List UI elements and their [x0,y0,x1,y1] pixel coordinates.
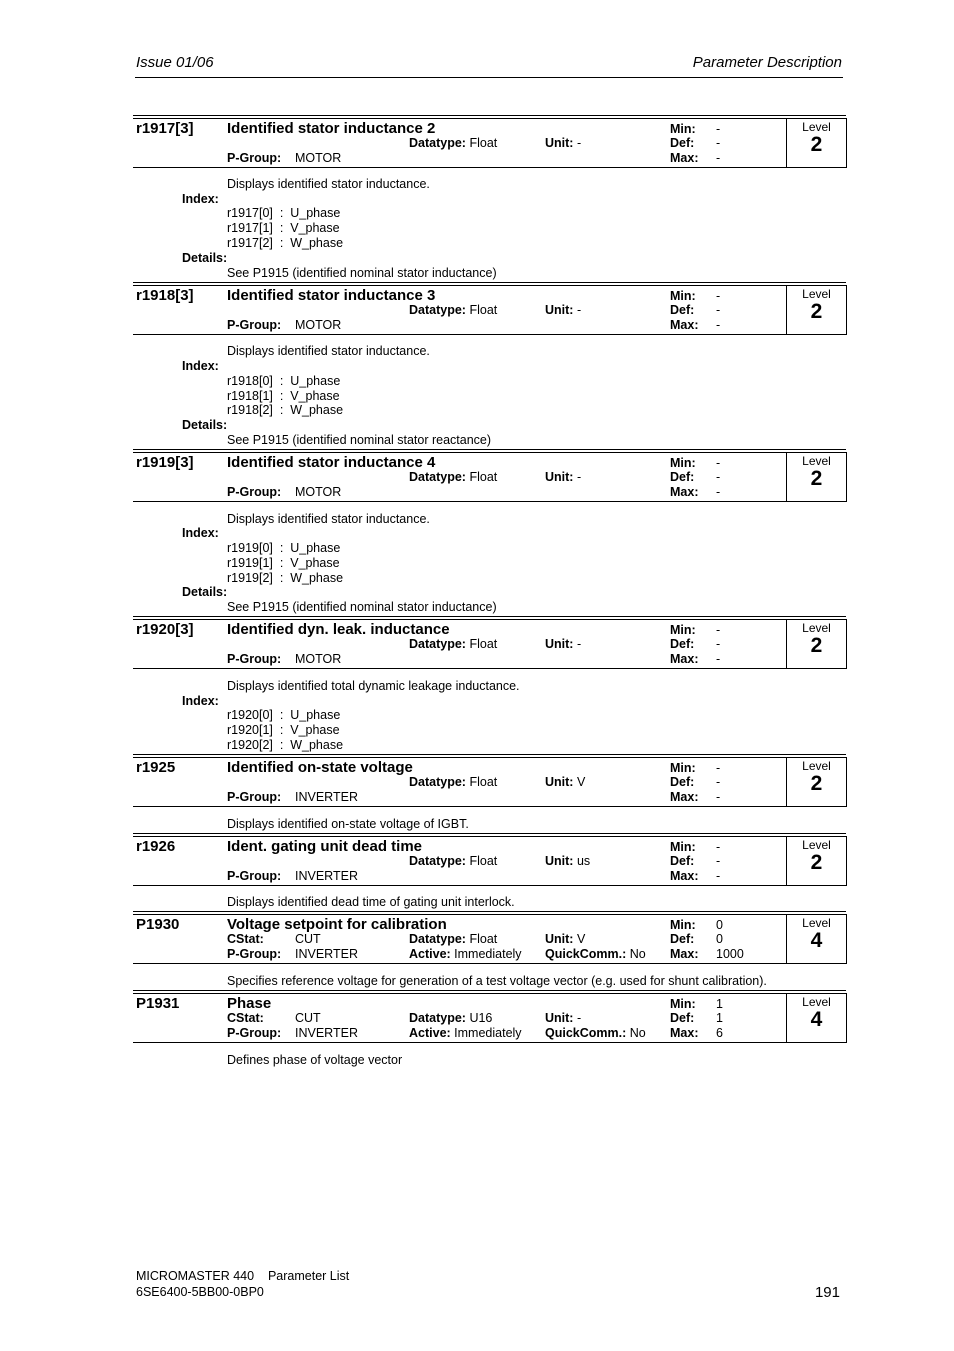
block-rule [133,914,846,915]
quickcomm-label: QuickComm.: [545,947,627,961]
page-number: 191 [814,1284,840,1301]
min-value: - [716,840,721,854]
pgroup-value: INVERTER [295,790,358,804]
unit-label: Unit: [545,470,574,484]
block-rule [133,754,846,755]
level-box [786,285,847,335]
pgroup-value: MOTOR [295,151,342,165]
pgroup-label: P-Group: [227,485,282,499]
details-text: See P1915 (identified nominal stator inductance) [227,600,497,614]
def-value: 0 [716,932,723,946]
max-label: Max: [670,790,699,804]
block-rule [133,806,786,807]
index-entry: r1919[2] : W_phase [227,571,344,585]
level-label: Level [802,759,831,773]
max-label: Max: [670,652,699,666]
block-rule [133,282,846,283]
pgroup-label: P-Group: [227,790,282,804]
level-value: 2 [810,634,823,657]
param-description: Specifies reference voltage for generation of a test voltage vector (e.g. used for shunt calibration). [227,974,767,988]
param-number: r1918[3] [136,287,194,304]
level-box [786,619,847,669]
block-rule [133,833,846,834]
index-entry: r1919[0] : U_phase [227,541,341,555]
level-value: 2 [810,772,823,795]
level-value: 2 [810,851,823,874]
pgroup-value: INVERTER [295,1026,358,1040]
datatype-value: Float [469,303,498,317]
unit-value: V [576,932,586,946]
def-value: - [716,854,721,868]
index-entry: r1920[2] : W_phase [227,738,344,752]
datatype-label: Datatype: [409,303,466,317]
cstat-value: CUT [295,932,321,946]
block-rule [133,115,846,116]
def-label: Def: [670,854,695,868]
datatype-label: Datatype: [409,1011,466,1025]
unit-label: Unit: [545,1011,574,1025]
pgroup-label: P-Group: [227,1026,282,1040]
quickcomm-label: QuickComm.: [545,1026,627,1040]
block-rule [133,885,786,886]
def-value: - [716,775,721,789]
max-value: - [716,485,721,499]
def-value: - [716,637,721,651]
def-label: Def: [670,470,695,484]
footer-product: MICROMASTER 440 Parameter List [136,1269,350,1283]
param-description: Displays identified on-state voltage of IGBT. [227,817,469,831]
param-title: Identified on-state voltage [227,759,413,776]
max-label: Max: [670,1026,699,1040]
min-value: 0 [716,918,723,932]
footer-order-number: 6SE6400-5BB00-0BP0 [136,1285,264,1299]
def-label: Def: [670,136,695,150]
param-title: Identified stator inductance 4 [227,454,436,471]
param-description: Displays identified dead time of gating unit interlock. [227,895,515,909]
block-rule [133,501,786,502]
min-value: - [716,289,721,303]
param-title: Identified stator inductance 2 [227,120,436,137]
level-label: Level [802,120,831,134]
level-value: 4 [810,1008,823,1031]
pgroup-label: P-Group: [227,318,282,332]
min-label: Min: [670,840,696,854]
datatype-value: Float [469,136,498,150]
datatype-value: Float [469,637,498,651]
level-value: 2 [810,467,823,490]
header-section-title: Parameter Description [692,54,842,71]
index-entry: r1917[2] : W_phase [227,236,344,250]
min-value: - [716,761,721,775]
def-label: Def: [670,932,695,946]
index-label: Index: [182,359,219,373]
param-description: Displays identified stator inductance. [227,512,430,526]
level-label: Level [802,287,831,301]
def-label: Def: [670,775,695,789]
unit-value: V [576,775,586,789]
cstat-label: CStat: [227,1011,264,1025]
level-value: 2 [810,300,823,323]
unit-label: Unit: [545,303,574,317]
block-rule [133,449,846,450]
block-rule [133,118,846,119]
max-value: - [716,790,721,804]
level-value: 2 [810,133,823,156]
level-box [786,452,847,502]
max-value: - [716,318,721,332]
def-label: Def: [670,1011,695,1025]
param-description: Defines phase of voltage vector [227,1053,403,1067]
level-box [786,118,847,168]
block-rule [133,993,846,994]
param-title: Phase [227,995,272,1012]
index-label: Index: [182,694,219,708]
min-label: Min: [670,623,696,637]
min-label: Min: [670,918,696,932]
min-label: Min: [670,289,696,303]
index-entry: r1917[0] : U_phase [227,206,341,220]
param-title: Identified stator inductance 3 [227,287,436,304]
datatype-label: Datatype: [409,470,466,484]
param-number: r1919[3] [136,454,194,471]
level-value: 4 [810,929,823,952]
block-rule [133,616,846,617]
block-rule [133,911,846,912]
datatype-value: Float [469,775,498,789]
pgroup-value: MOTOR [295,652,342,666]
pgroup-label: P-Group: [227,947,282,961]
block-rule [133,1042,786,1043]
datatype-value: U16 [469,1011,493,1025]
datatype-value: Float [469,932,498,946]
active-value: Immediately [454,947,522,961]
def-label: Def: [670,303,695,317]
pgroup-label: P-Group: [227,869,282,883]
min-value: 1 [716,997,723,1011]
level-label: Level [802,621,831,635]
index-entry: r1918[0] : U_phase [227,374,341,388]
unit-label: Unit: [545,136,574,150]
param-number: P1931 [136,995,180,1012]
datatype-label: Datatype: [409,637,466,651]
level-label: Level [802,995,831,1009]
block-rule [133,757,846,758]
max-label: Max: [670,947,699,961]
def-value: - [716,470,721,484]
param-number: r1920[3] [136,621,194,638]
level-box [786,757,847,807]
pgroup-label: P-Group: [227,652,282,666]
index-entry: r1917[1] : V_phase [227,221,340,235]
max-value: 1000 [716,947,744,961]
block-rule [133,167,786,168]
block-rule [133,619,846,620]
datatype-label: Datatype: [409,136,466,150]
param-number: P1930 [136,916,180,933]
def-value: - [716,303,721,317]
details-text: See P1915 (identified nominal stator reactance) [227,433,492,447]
max-value: 6 [716,1026,723,1040]
unit-label: Unit: [545,932,574,946]
block-rule [133,285,846,286]
level-box [786,836,847,886]
param-number: r1925 [136,759,176,776]
datatype-label: Datatype: [409,775,466,789]
min-label: Min: [670,456,696,470]
def-value: 1 [716,1011,723,1025]
param-description: Displays identified total dynamic leakage inductance. [227,679,520,693]
max-label: Max: [670,151,699,165]
cstat-value: CUT [295,1011,321,1025]
level-box [786,993,847,1043]
block-rule [133,836,846,837]
max-value: - [716,652,721,666]
details-label: Details: [182,585,228,599]
block-rule [133,334,786,335]
min-label: Min: [670,122,696,136]
unit-value: - [576,470,582,484]
datatype-label: Datatype: [409,932,466,946]
block-rule [133,452,846,453]
unit-value: - [576,136,582,150]
max-value: - [716,151,721,165]
unit-label: Unit: [545,854,574,868]
details-label: Details: [182,251,228,265]
min-value: - [716,122,721,136]
pgroup-label: P-Group: [227,151,282,165]
param-description: Displays identified stator inductance. [227,177,430,191]
max-label: Max: [670,485,699,499]
level-label: Level [802,838,831,852]
datatype-label: Datatype: [409,854,466,868]
level-label: Level [802,454,831,468]
pgroup-value: MOTOR [295,485,342,499]
min-value: - [716,623,721,637]
param-number: r1926 [136,838,176,855]
min-value: - [716,456,721,470]
max-value: - [716,869,721,883]
unit-value: - [576,637,582,651]
unit-value: - [576,1011,582,1025]
param-title: Ident. gating unit dead time [227,838,422,855]
max-label: Max: [670,869,699,883]
param-number: r1917[3] [136,120,194,137]
max-label: Max: [670,318,699,332]
min-label: Min: [670,997,696,1011]
active-label: Active: [409,1026,451,1040]
pgroup-value: INVERTER [295,869,358,883]
unit-label: Unit: [545,775,574,789]
cstat-label: CStat: [227,932,264,946]
index-label: Index: [182,526,219,540]
def-label: Def: [670,637,695,651]
unit-label: Unit: [545,637,574,651]
header-issue: Issue 01/06 [136,54,214,71]
pgroup-value: INVERTER [295,947,358,961]
param-title: Voltage setpoint for calibration [227,916,447,933]
index-entry: r1920[1] : V_phase [227,723,340,737]
param-description: Displays identified stator inductance. [227,344,430,358]
index-label: Index: [182,192,219,206]
active-label: Active: [409,947,451,961]
header-rule [135,77,843,78]
datatype-value: Float [469,854,498,868]
def-value: - [716,136,721,150]
quickcomm-value: No [629,947,646,961]
block-rule [133,668,786,669]
pgroup-value: MOTOR [295,318,342,332]
datatype-value: Float [469,470,498,484]
index-entry: r1919[1] : V_phase [227,556,340,570]
min-label: Min: [670,761,696,775]
unit-value: us [576,854,591,868]
details-label: Details: [182,418,228,432]
active-value: Immediately [454,1026,522,1040]
block-rule [133,963,786,964]
index-entry: r1920[0] : U_phase [227,708,341,722]
details-text: See P1915 (identified nominal stator inductance) [227,266,497,280]
param-title: Identified dyn. leak. inductance [227,621,450,638]
block-rule [133,990,846,991]
level-box [786,914,847,964]
unit-value: - [576,303,582,317]
level-label: Level [802,916,831,930]
quickcomm-value: No [629,1026,646,1040]
index-entry: r1918[2] : W_phase [227,403,344,417]
index-entry: r1918[1] : V_phase [227,389,340,403]
